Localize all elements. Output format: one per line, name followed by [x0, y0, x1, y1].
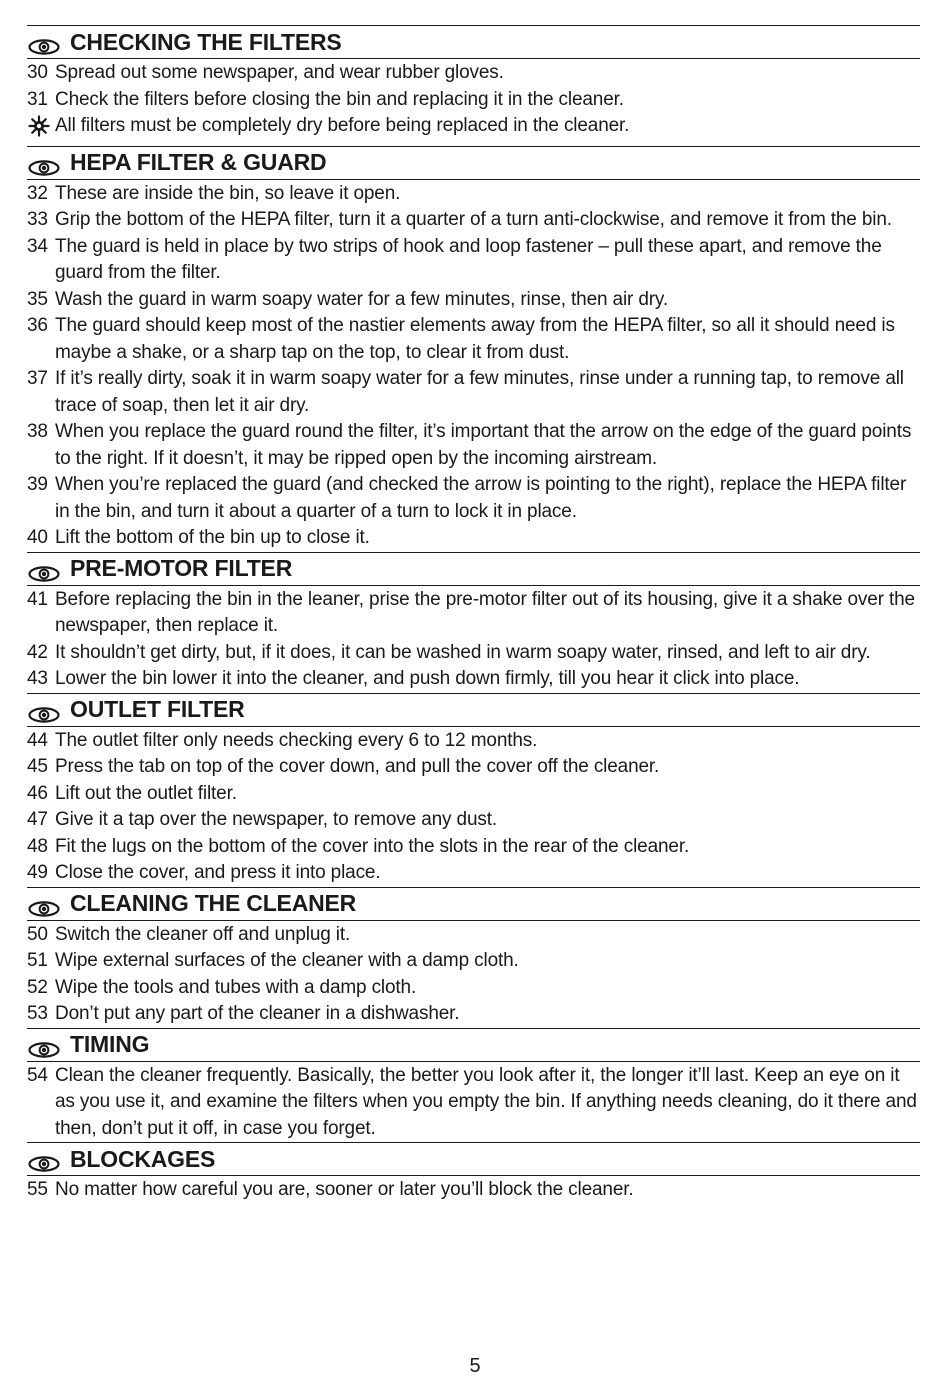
- section: [27, 1028, 920, 1143]
- list-item: [27, 975, 920, 1002]
- item-number: 53: [27, 1003, 48, 1024]
- item-number: 51: [27, 950, 48, 971]
- list-item: [27, 207, 920, 234]
- item-number: 39: [27, 474, 48, 495]
- item-number: 35: [27, 288, 48, 310]
- section-heading: [27, 1142, 920, 1176]
- item-number: 33: [27, 209, 48, 230]
- item-text: No matter how careful you are, sooner or later you’ll block the cleaner.: [55, 1179, 634, 1200]
- item-text: The outlet filter only needs checking every 6 to 12 months.: [55, 729, 538, 751]
- eye-icon: [28, 896, 60, 912]
- list-item: [27, 419, 920, 472]
- section-title: CHECKING THE FILTERS: [70, 28, 342, 55]
- item-text: Wipe external surfaces of the cleaner with a damp cloth.: [55, 950, 519, 971]
- item-text: These are inside the bin, so leave it open.: [55, 182, 401, 204]
- section-title: PRE-MOTOR FILTER: [70, 555, 293, 581]
- star-icon: [27, 113, 55, 146]
- list-item: [27, 313, 920, 366]
- list-item: [27, 834, 920, 861]
- item-text: Fit the lugs on the bottom of the cover into the slots in the rear of the cleaner.: [55, 835, 690, 857]
- item-text: When you replace the guard round the filter, it’s important that the arrow on the edge of the guard points to the right. If it doesn’t, it may be ripped open by the incoming airstream.: [55, 421, 912, 469]
- list-item: [27, 807, 920, 834]
- section-title: OUTLET FILTER: [70, 696, 245, 722]
- section-title: TIMING: [70, 1031, 150, 1057]
- item-number: 45: [27, 756, 48, 777]
- item-text: The guard is held in place by two strips of hook and loop fastener – pull these apart, and remove the guard from the filter.: [55, 235, 882, 283]
- list-item: [27, 366, 920, 419]
- item-text: Give it a tap over the newspaper, to remove any dust.: [55, 809, 497, 830]
- item-number: 38: [27, 421, 48, 442]
- section: [27, 1142, 920, 1204]
- item-text: It shouldn’t get dirty, but, if it does, it can be washed in warm soapy water, rinsed, and left to air dry.: [55, 641, 871, 663]
- section: [27, 146, 920, 552]
- item-text: If it’s really dirty, soak it in warm soapy water for a few minutes, rinse under a running tap, to remove all trace of soap, then let it air dry.: [55, 368, 904, 416]
- item-text: Lift out the outlet filter.: [55, 782, 237, 804]
- section: [27, 25, 920, 146]
- eye-icon: [28, 702, 60, 718]
- item-number: 55: [27, 1179, 48, 1200]
- list-item: [27, 1001, 920, 1028]
- list-item: [27, 525, 920, 552]
- list-item: [27, 234, 920, 287]
- list-item: [27, 922, 920, 949]
- section: [27, 887, 920, 1028]
- section-heading: [27, 693, 920, 727]
- item-text: Grip the bottom of the HEPA filter, turn it a quarter of a turn anti-clockwise, and remove it from the bin.: [55, 209, 892, 230]
- list-item: [27, 728, 920, 755]
- list-item: [27, 1177, 920, 1204]
- list-item: [27, 113, 920, 146]
- item-text: The guard should keep most of the nastier elements away from the HEPA filter, so all it should need is maybe a shake, or a sharp tap on the top, to clear it from dust.: [55, 315, 895, 363]
- eye-icon: [28, 561, 60, 577]
- list-item: [27, 754, 920, 781]
- item-number: 37: [27, 368, 48, 389]
- item-text: Spread out some newspaper, and wear rubber gloves.: [55, 62, 504, 83]
- item-number: 47: [27, 809, 48, 830]
- item-text: Check the filters before closing the bin and replacing it in the cleaner.: [55, 88, 624, 110]
- eye-icon: [28, 1037, 60, 1053]
- list-item: [27, 640, 920, 667]
- item-number: 52: [27, 976, 48, 998]
- item-text: Wipe the tools and tubes with a damp cloth.: [55, 976, 417, 998]
- list-item: [27, 781, 920, 808]
- list-item: [27, 181, 920, 208]
- section-title: HEPA FILTER & GUARD: [70, 149, 327, 175]
- item-text: Don’t put any part of the cleaner in a dishwasher.: [55, 1003, 460, 1024]
- item-number: 50: [27, 923, 48, 945]
- item-text: All filters must be completely dry before being replaced in the cleaner.: [55, 115, 630, 136]
- item-number: 43: [27, 668, 48, 689]
- list-item: [27, 87, 920, 114]
- item-number: 34: [27, 235, 48, 257]
- section-heading: [27, 1028, 920, 1062]
- list-item: [27, 948, 920, 975]
- item-number: 30: [27, 62, 48, 83]
- section-heading: [27, 552, 920, 586]
- item-text: Wash the guard in warm soapy water for a few minutes, rinse, then air dry.: [55, 288, 668, 310]
- section-title: BLOCKAGES: [70, 1145, 216, 1172]
- eye-icon: [28, 155, 60, 171]
- section: [27, 552, 920, 693]
- item-text: Lift the bottom of the bin up to close it.: [55, 527, 370, 548]
- page-number: 5: [469, 1355, 481, 1377]
- section-title: CLEANING THE CLEANER: [70, 890, 357, 916]
- item-text: Close the cover, and press it into place.: [55, 862, 381, 883]
- item-number: 46: [27, 782, 48, 804]
- item-text: Press the tab on top of the cover down, and pull the cover off the cleaner.: [55, 756, 660, 777]
- list-item: [27, 287, 920, 314]
- item-number: 54: [27, 1064, 48, 1086]
- section: [27, 693, 920, 887]
- list-item: [27, 60, 920, 87]
- item-number: 48: [27, 835, 48, 857]
- list-item: [27, 587, 920, 640]
- item-number: 31: [27, 88, 48, 110]
- item-number: 44: [27, 729, 48, 751]
- item-number: 49: [27, 862, 48, 883]
- item-text: Clean the cleaner frequently. Basically, the better you look after it, the longer it’ll last. Keep an eye on it as you use it, and examine the filters when you empty the bin. If anything needs cleaning, do it there and then, don’t put it off, in case you forget.: [55, 1064, 917, 1139]
- item-text: Lower the bin lower it into the cleaner, and push down firmly, till you hear it click into place.: [55, 668, 800, 689]
- section-heading: [27, 887, 920, 921]
- section-heading: [27, 146, 920, 180]
- item-text: Before replacing the bin in the leaner, prise the pre-motor filter out of its housing, give it a shake over the newspaper, then replace it.: [55, 588, 915, 636]
- eye-icon: [28, 34, 60, 50]
- item-text: Switch the cleaner off and unplug it.: [55, 923, 351, 945]
- list-item: [27, 472, 920, 525]
- list-item: [27, 860, 920, 887]
- item-number: 42: [27, 641, 48, 663]
- list-item: [27, 1063, 920, 1143]
- item-number: 40: [27, 527, 48, 548]
- item-number: 36: [27, 315, 48, 336]
- section-heading: [27, 25, 920, 59]
- document-body: [27, 25, 920, 1204]
- list-item: [27, 666, 920, 693]
- eye-icon: [28, 1151, 60, 1167]
- item-text: When you’re replaced the guard (and checked the arrow is pointing to the right), replace the HEPA filter in the bin, and turn it about a quarter of a turn to lock it in place.: [55, 474, 907, 522]
- item-number: 41: [27, 588, 48, 610]
- item-number: 32: [27, 182, 48, 204]
